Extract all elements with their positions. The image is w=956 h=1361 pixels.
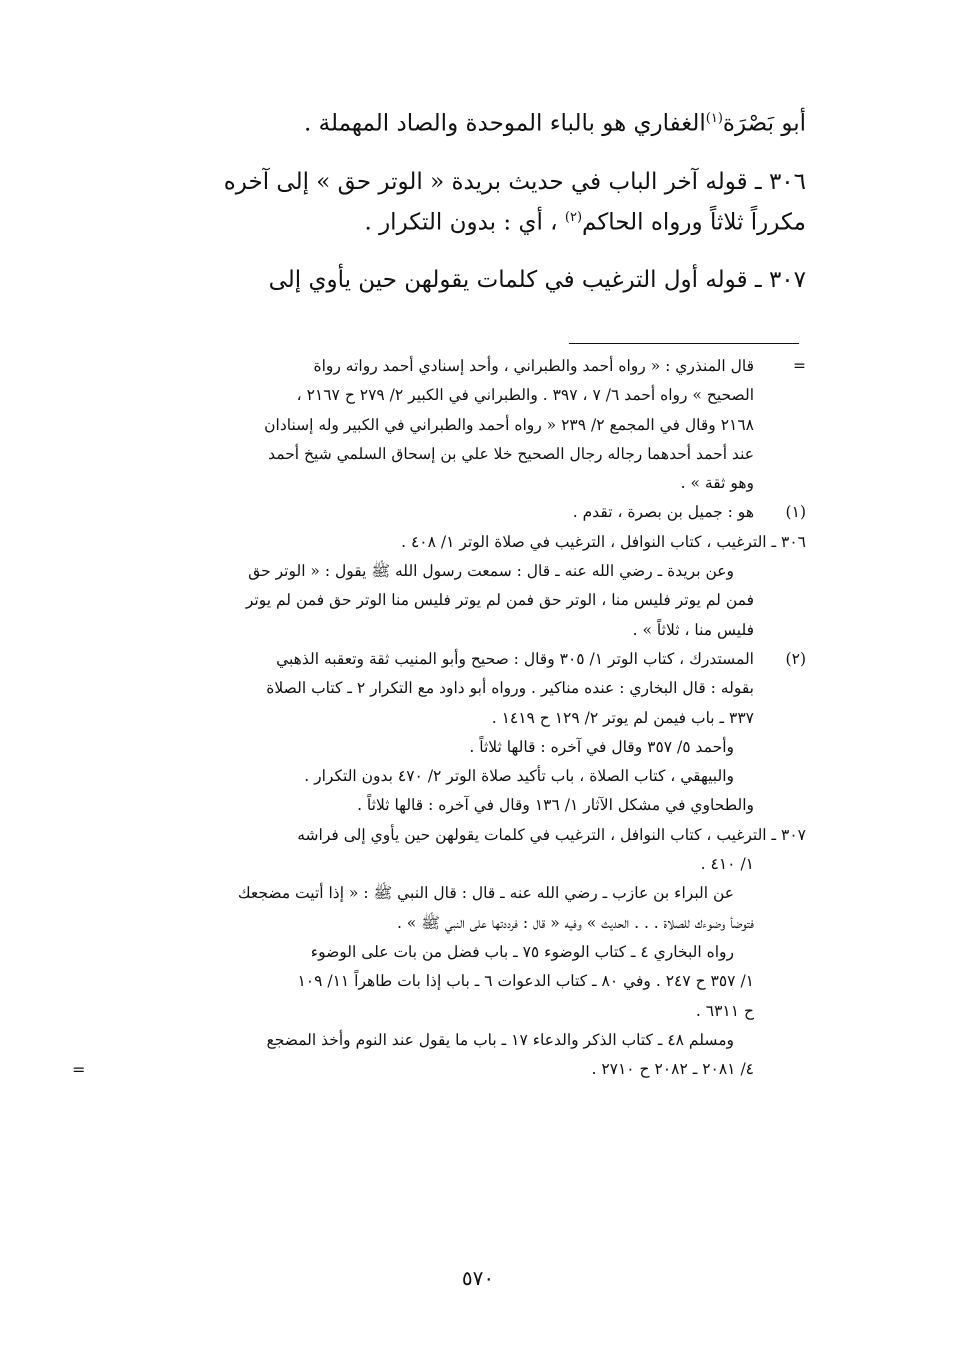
footnote-line: فليس منا ، ثلاثاً » . bbox=[632, 620, 754, 639]
footnote-line: ٣٠٧ ـ الترغيب ، كتاب النوافل ، الترغيب في كلمات يقولهن حين يأوي إلى فراشه bbox=[297, 825, 806, 844]
footnotes bbox=[72, 352, 806, 1084]
footnote-line: ١/ ٣٥٧ ح ٢٤٧ . وفي ٨٠ ـ كتاب الدعوات ٦ ـ باب إذا بات طاهراً ١١/ ١٠٩ bbox=[297, 972, 754, 991]
main-line: ٣٠٦ ـ قوله آخر الباب في حديث بريدة « الوتر حق » إلى آخره bbox=[223, 168, 806, 195]
continuation-mark: = bbox=[793, 357, 806, 375]
footnote-ref: (٢) bbox=[564, 209, 583, 225]
main-line: ٣٠٧ ـ قوله أول الترغيب في كلمات يقولهن حين يأوي إلى bbox=[268, 267, 806, 294]
footnote-line: رواه البخاري ٤ ـ كتاب الوضوء ٧٥ ـ باب فضل من بات على الوضوء bbox=[310, 942, 734, 961]
footnote-line: وعن بريدة ـ رضي الله عنه ـ قال : سمعت رسول الله ﷺ يقول : « الوتر حق bbox=[248, 562, 734, 581]
footnote-line: ٣٣٧ ـ باب فيمن لم يوتر ٢/ ١٢٩ ح ١٤١٩ . bbox=[491, 708, 754, 727]
main-text bbox=[98, 104, 806, 295]
footnote-line: فمن لم يوتر فليس منا ، الوتر حق فمن لم يوتر فليس منا الوتر حق فمن لم يوتر bbox=[245, 591, 754, 610]
footnote-line: (١) هو : جميل بن بصرة ، تقدم . bbox=[98, 498, 806, 527]
footnote-line: والطحاوي في مشكل الآثار ١/ ١٣٦ وقال في آخره : قالها ثلاثاً . bbox=[357, 796, 754, 815]
footnote-line: وأحمد ٥/ ٣٥٧ وقال في آخره : قالها ثلاثاً . bbox=[469, 737, 734, 756]
footnote-line: عند أحمد أحدهما رجاله رجال الصحيح خلا علي بن إسحاق السلمي شيخ أحمد bbox=[268, 444, 754, 463]
page-number: ٥٧٠ bbox=[461, 1266, 495, 1290]
footnote-line: ٣٠٦ ـ الترغيب ، كتاب النوافل ، الترغيب في صلاة الوتر ١/ ٤٠٨ . bbox=[401, 532, 806, 551]
footnote-line: (٢) المستدرك ، كتاب الوتر ١/ ٣٠٥ وقال : صحيح وأبو المنيب ثقة وتعقبه الذهبي bbox=[98, 645, 806, 674]
main-line: أبو بَصْرَة$^{(١)}$الغفاري هو بالباء الموحدة والصاد المهملة . bbox=[304, 110, 806, 137]
footnote-line: بقوله : قال البخاري : عنده مناكير . ورواه أبو داود مع التكرار ٢ ـ كتاب الصلاة bbox=[266, 679, 754, 698]
footnote-line: والبيهقي ، كتاب الصلاة ، باب تأكيد صلاة الوتر ٢/ ٤٧٠ بدون التكرار . bbox=[304, 767, 734, 786]
main-line: مكرراً ثلاثاً ورواه الحاكم$^{(٢)}$ ، أي : بدون التكرار . bbox=[364, 209, 806, 236]
continuation-mark: = bbox=[72, 1060, 86, 1080]
footnote-line: ومسلم ٤٨ ـ كتاب الذكر والدعاء ١٧ ـ باب ما يقول عند النوم وأخذ المضجع bbox=[266, 1030, 734, 1049]
footnote-marker: (٢) bbox=[785, 649, 806, 668]
footnote-line: ٢١٦٨ وقال في المجمع ٢/ ٢٣٩ « رواه أحمد والطبراني في الكبير وله إسنادان bbox=[264, 415, 754, 434]
footnote-ref: (١) bbox=[705, 111, 723, 126]
footnote-line: ٤/ ٢٠٨١ ـ ٢٠٨٢ ح ٢٧١٠ . = bbox=[98, 1055, 806, 1084]
footnote-line: ح ٦٣١١ . bbox=[695, 1001, 754, 1020]
footnote-separator bbox=[569, 343, 799, 344]
footnote-line: وهو ثقة » . bbox=[680, 474, 754, 493]
footnote-line: ١/ ٤١٠ . bbox=[700, 855, 754, 874]
footnote-line: فتوضأ وضوءك للصلاة . . . الحديث » وفيه « قال : فرددتها على النبي ﷺ » . bbox=[396, 913, 754, 932]
footnote-line: عن البراء بن عازب ـ رضي الله عنه ـ قال : قال النبي ﷺ : « إذا أتيت مضجعك bbox=[237, 884, 734, 903]
footnote-line: الصحيح » رواه أحمد ٦/ ٧ ، ٣٩٧ . والطبراني في الكبير ٢/ ٢٧٩ ح ٢١٦٧ ، bbox=[296, 386, 754, 405]
footnote-marker: (١) bbox=[785, 503, 806, 522]
footnote-line: = قال المنذري : « رواه أحمد والطبراني ، وأحد إسنادي أحمد رواته رواة bbox=[98, 352, 806, 381]
